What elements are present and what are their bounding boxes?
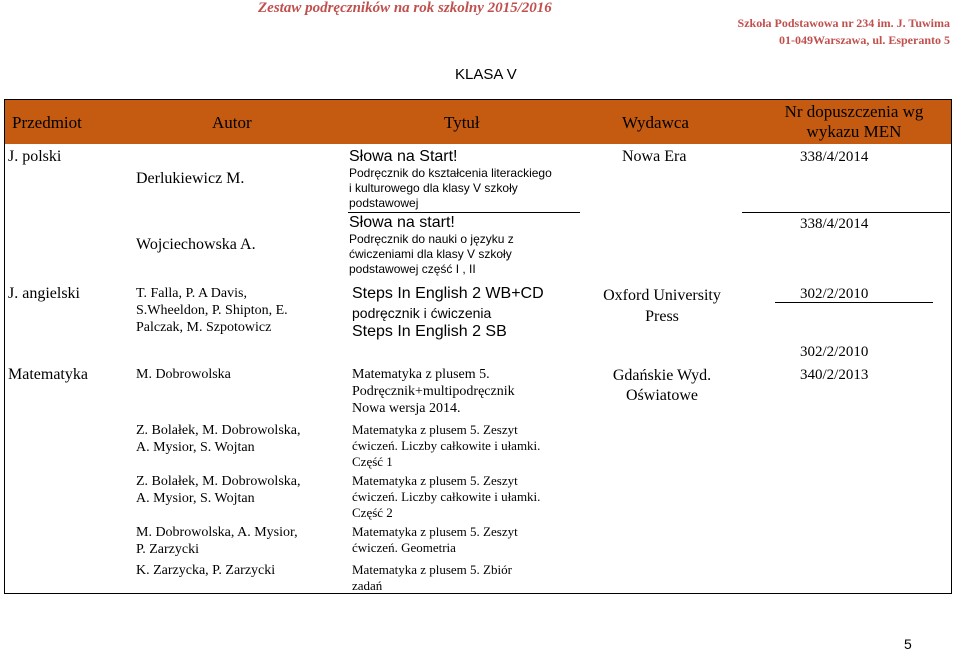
col-header-przedmiot: Przedmiot: [12, 113, 82, 132]
math-title-4: [352, 524, 518, 556]
publisher-matematyka-line-2: Oświatowe: [626, 387, 698, 404]
subject-angielski: J. angielski: [8, 285, 80, 302]
title-polski-1: [349, 148, 552, 211]
title-angielski-line-1: Steps In English 2 WB+CD: [352, 285, 544, 302]
nr-polski-1: 338/4/2014: [800, 149, 869, 165]
publisher-angielski-line-2: Press: [645, 308, 679, 325]
title-polski-1-sub-1: Podręcznik do kształcenia literackiego: [349, 166, 552, 180]
title-polski-2-sub-2: ćwiczeniami dla klasy V szkoły: [349, 247, 512, 261]
nr-angielski-underline: [775, 302, 933, 303]
math-title-3-line-2: ćwiczeń. Liczby całkowite i ułamki.: [352, 489, 541, 504]
col-header-wydawca: Wydawca: [622, 113, 689, 132]
authors-angielski: [136, 285, 288, 336]
math-author-4: [136, 524, 298, 558]
math-author-3-line-2: A. Mysior, S. Wojtan: [136, 491, 255, 506]
math-title-1-line-1: Matematyka z plusem 5.: [352, 367, 490, 382]
math-title-3-line-1: Matematyka z plusem 5. Zeszyt: [352, 473, 518, 488]
publisher-polski: Nowa Era: [622, 148, 687, 165]
author-angielski-line-3: Palczak, M. Szpotowicz: [136, 320, 272, 335]
math-author-1: [136, 366, 231, 383]
math-title-5-line-1: Matematyka z plusem 5. Zbiór: [352, 562, 512, 577]
nr-matematyka: 340/2/2013: [800, 367, 869, 383]
math-title-2-line-2: ćwiczeń. Liczby całkowite i ułamki.: [352, 438, 541, 453]
title-polski-2: [349, 214, 514, 277]
math-author-2-line-1: Z. Bolałek, M. Dobrowolska,: [136, 423, 301, 438]
title-angielski-line-3: Steps In English 2 SB: [352, 323, 507, 340]
school-address: 01-049Warszawa, ul. Esperanto 5: [779, 33, 950, 47]
math-author-3-line-1: Z. Bolałek, M. Dobrowolska,: [136, 474, 301, 489]
math-title-2-line-1: Matematyka z plusem 5. Zeszyt: [352, 422, 518, 437]
school-name: Szkoła Podstawowa nr 234 im. J. Tuwima: [737, 16, 950, 30]
math-title-1: [352, 366, 515, 417]
author-angielski-line-1: T. Falla, P. A Davis,: [136, 286, 247, 301]
math-author-5-line-1: K. Zarzycka, P. Zarzycki: [136, 563, 276, 578]
math-author-1-line-1: M. Dobrowolska: [136, 367, 231, 382]
math-author-2: [136, 422, 300, 456]
author-angielski-line-2: S.Wheeldon, P. Shipton, E.: [136, 303, 288, 318]
publisher-matematyka-line-1: Gdańskie Wyd.: [612, 367, 712, 384]
math-title-3: [352, 473, 540, 521]
col-header-autor: Autor: [212, 113, 252, 132]
title-polski-1-sub-2: i kulturowego dla klasy V szkoły: [349, 181, 518, 195]
math-title-1-line-2: Podręcznik+multipodręcznik: [352, 384, 515, 399]
publisher-angielski-line-1: Oxford University: [603, 287, 721, 304]
title-polski-1-sub-3: podstawowej: [349, 196, 419, 210]
publisher-angielski: [582, 285, 742, 327]
math-title-1-line-3: Nowa wersja 2014.: [352, 401, 461, 416]
math-author-2-line-2: A. Mysior, S. Wojtan: [136, 440, 255, 455]
title-polski-2-sub-1: Podręcznik do nauki o języku z: [349, 232, 514, 246]
math-title-5-line-2: zadań: [352, 578, 383, 593]
title-polski-2-sub-3: podstawowej część I , II: [349, 262, 476, 276]
publisher-matematyka: [582, 366, 742, 406]
title-angielski: [352, 284, 544, 342]
divider-nr-polski: [742, 212, 950, 213]
math-author-4-line-1: M. Dobrowolska, A. Mysior,: [136, 525, 298, 540]
nr-angielski-2: 302/2/2010: [800, 344, 869, 360]
author-polski-1: Derlukiewicz M.: [136, 170, 245, 187]
title-polski-1-main: Słowa na Start!: [349, 148, 458, 165]
math-title-5: [352, 562, 512, 594]
document-title: Zestaw podręczników na rok szkolny 2015/2016: [258, 0, 552, 16]
math-title-2: [352, 422, 540, 470]
col-header-nr-line2: wykazu MEN: [806, 122, 902, 141]
title-polski-2-main: Słowa na start!: [349, 214, 455, 231]
subject-polski: J. polski: [8, 148, 62, 165]
subject-matematyka: Matematyka: [8, 366, 88, 383]
page-number: 5: [904, 636, 912, 652]
math-author-3: [136, 473, 300, 507]
class-heading: KLASA V: [455, 66, 517, 83]
math-author-5: [136, 562, 275, 579]
math-title-2-line-3: Część 1: [352, 454, 393, 469]
nr-polski-2: 338/4/2014: [800, 216, 869, 232]
col-header-tytul: Tytuł: [444, 113, 480, 132]
math-title-4-line-2: ćwiczeń. Geometria: [352, 540, 456, 555]
math-title-3-line-3: Część 2: [352, 505, 393, 520]
col-header-nr-line1: Nr dopuszczenia wg: [784, 102, 924, 121]
nr-angielski-1: 302/2/2010: [800, 286, 869, 302]
math-title-4-line-1: Matematyka z plusem 5. Zeszyt: [352, 524, 518, 539]
math-author-4-line-2: P. Zarzycki: [136, 542, 199, 557]
author-polski-2: Wojciechowska A.: [136, 236, 256, 253]
divider-polski: [348, 212, 580, 213]
title-angielski-line-2: podręcznik i ćwiczenia: [352, 305, 492, 321]
